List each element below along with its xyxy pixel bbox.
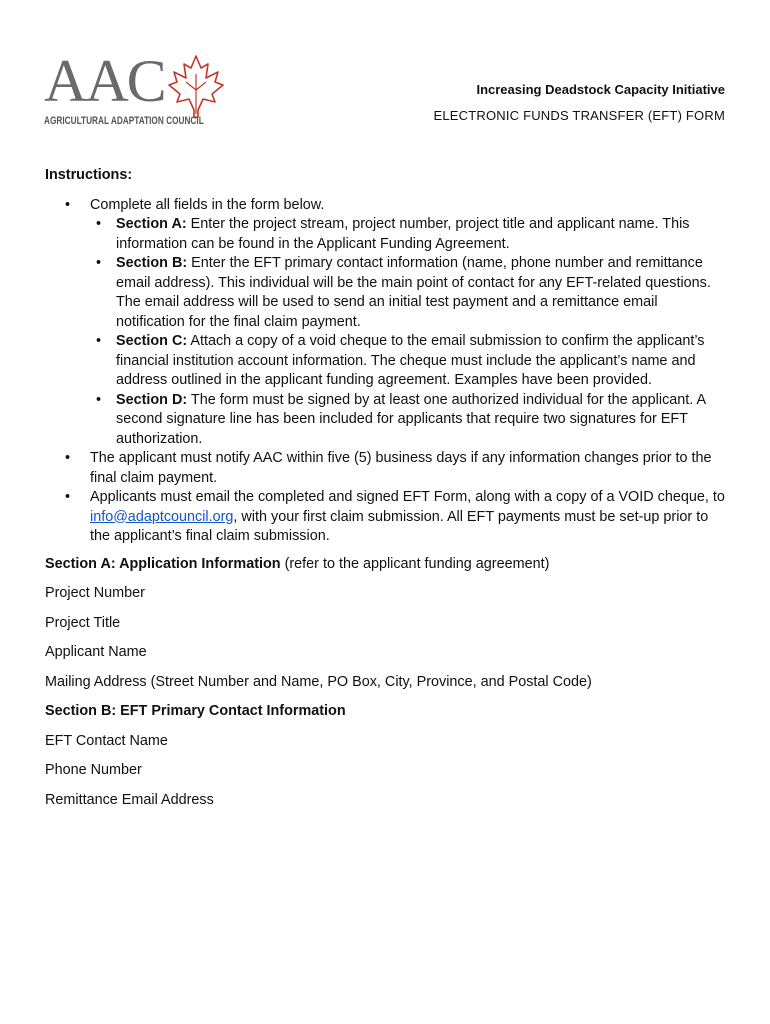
list-item [45,196,725,450]
instructions-list [45,196,725,547]
section-a-note: (refer to the applicant funding agreement) [280,555,550,572]
instruction-text: Applicants must email the completed and signed EFT Form, along with a copy of a VOID cheque, to [90,489,725,505]
instruction-text: The applicant must notify AAC within five (5) business days if any information changes prior to the final claim payment. [90,450,712,486]
instruction-text: The form must be signed by at least one authorized individual for the applicant. A second signature line has been included for applicants that require two signatures for EFT authorization. [116,391,706,447]
list-item [45,488,725,547]
list-item [90,391,725,450]
remittance-email-label: Remittance Email Address [45,791,214,808]
document-body [45,166,725,810]
section-label: Section B: [116,255,188,271]
list-item [90,332,725,391]
instruction-text: Enter the project stream, project number, project title and applicant name. This information can be found in the Applicant Funding Agreement. [116,216,690,252]
section-label: Section C: [116,333,188,349]
eft-contact-name-label: EFT Contact Name [45,732,168,749]
phone-number-label: Phone Number [45,762,142,778]
initiative-name: Increasing Deadstock Capacity Initiative [476,82,725,97]
mailing-address-label: Mailing Address (Street Number and Name, PO Box, City, Province, and Postal Code) [45,673,592,690]
instruction-text: , with your first claim submission. All EFT payments must be set-up prior to the applicant’s final claim submission. [90,508,709,544]
section-label: Section A: [116,216,187,232]
logo-letters: AAC [44,48,165,114]
form-title: ELECTRONIC FUNDS TRANSFER (EFT) FORM [433,108,725,123]
email-link[interactable]: info@adaptcouncil.org [90,508,234,525]
section-a-title: Section A: Application Information [45,555,281,572]
document-title [433,80,725,125]
list-item [90,254,725,332]
project-number-label: Project Number [45,585,145,601]
applicant-name-label: Applicant Name [45,644,147,660]
instruction-text: Enter the EFT primary contact information (name, phone number and remittance email address). This individual will be the main point of contact for any EFT-related questions. The email address will be used to send an initial test payment and a remittance email notification for the final claim payment. [116,255,711,330]
aac-logo [44,48,234,132]
instruction-text: Attach a copy of a void cheque to the email submission to confirm the applicant’s financial institution account information. The cheque must include the applicant’s name and address outlined in the applicant funding agreement. Examples have been provided. [116,333,705,388]
section-label: Section D: [116,391,188,408]
section-a-heading [45,555,725,575]
logo-subtitle: AGRICULTURAL ADAPTATION COUNCIL [44,115,204,127]
section-instructions-list [90,215,725,449]
section-b-heading: Section B: EFT Primary Contact Information [45,703,346,719]
list-item [90,215,725,254]
instruction-text: Complete all fields in the form below. [90,196,325,213]
list-item [45,449,725,488]
instructions-heading: Instructions: [45,167,133,183]
document-header [0,0,770,140]
project-title-label: Project Title [45,614,121,631]
maple-leaf-icon [168,54,224,118]
